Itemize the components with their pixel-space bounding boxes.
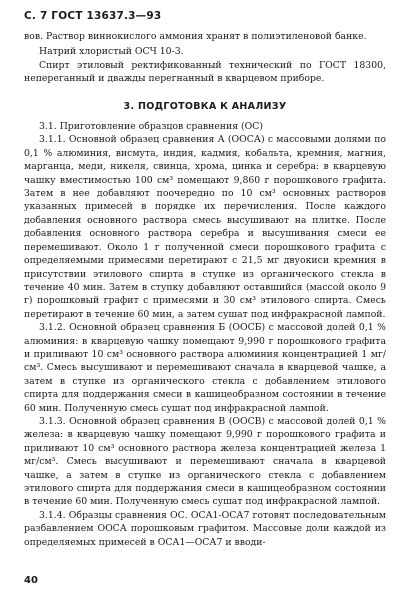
paragraph: 3.1.2. Основной образец сравнения Б (ООСБ) с массовой долей 0,1 % алюминия: в кварцевую чашку помещают 9,990 г порошкового графита и приливают 10 см³ основного раствора алюминия концентрацией 1 мг/см³. Смесь высушивают и перемешивают сначала в кварцевой чашке, а затем в ступке из органического стекла с добавлением этилового спирта для поддержания смеси в кашицеобразном состоянии в течение 60 мин. Полученную смесь сушат под инфракрасной лампой. (24, 322, 386, 414)
paragraph: Спирт этиловый ректификованный технический по ГОСТ 18300, непереганный и дважды перегнанный в кварцевом приборе. (24, 59, 386, 85)
section-title: 3. ПОДГОТОВКА К АНАЛИЗУ (123, 100, 287, 112)
document-body (24, 30, 386, 549)
paragraph: Натрий хлористый ОСЧ 10-3. (39, 46, 184, 58)
paragraph: 3.1.4. Образцы сравнения ОС. ОСА1-ОСА7 готовят последовательным разбавлением ООСА порошковым графитом. Массовые доли каждой из определяемых примесей в ОСА1—ОСА7 и вводи- (24, 509, 386, 548)
paragraph: вов. Раствор виннокислого аммония хранят в полиэтиленовой банке. (24, 31, 367, 42)
paragraph: 3.1.1. Основной образец сравнения А (ООСА) с массовыми долями по 0,1 % алюминия, висмута, индия, кадмия, кобальта, кремния, магния, марганца, меди, никеля, свинца, хрома, цинка и серебра: в кварцевую чашку вместимостью 100 см³ помещают 9,860 г порошкового графита. Затем в нее добавляют поочередно по 10 см³ основных растворов указанных примесей в порядке их перечисления. После каждого добавления основного раствора смесь высушивают на плитке. После добавления основного раствора серебра и высушивания смеси ее перемешивают. Около 1 г полученной смеси порошкового графита с определяемыми примесями перетирают с 21,5 мг двуокиси кремния в присутствии этилового спирта в ступке из органического стекла в течение 40 мин. Затем в ступку добавляют оставшийся (массой около 9 г) порошковый графит с примесями и 30 см³ этилового спирта. Смесь перетирают в течение 60 мин, а затем сушат под инфракрасной лампой. (24, 134, 386, 320)
page-number: 40 (24, 575, 38, 586)
paragraph: 3.1.3. Основной образец сравнения В (ООСВ) с массовой долей 0,1 % железа: в кварцевую чашку помещают 9,990 г порошкового графита и приливают 10 см³ основного раствора железа концентрацией железа 1 мг/см³. Смесь высушивают и перемешивают сначала в кварцевой чашке, а затем в ступке из органического стекла с добавлением этилового спирта для поддержания смеси в кашицеобразном состоянии в течение 60 мин. Полученную смесь сушат под инфракрасной лампой. (24, 415, 386, 508)
page-header: С. 7 ГОСТ 13637.3—93 (24, 10, 162, 22)
paragraph: 3.1. Приготовление образцов сравнения (ОС) (39, 121, 264, 133)
